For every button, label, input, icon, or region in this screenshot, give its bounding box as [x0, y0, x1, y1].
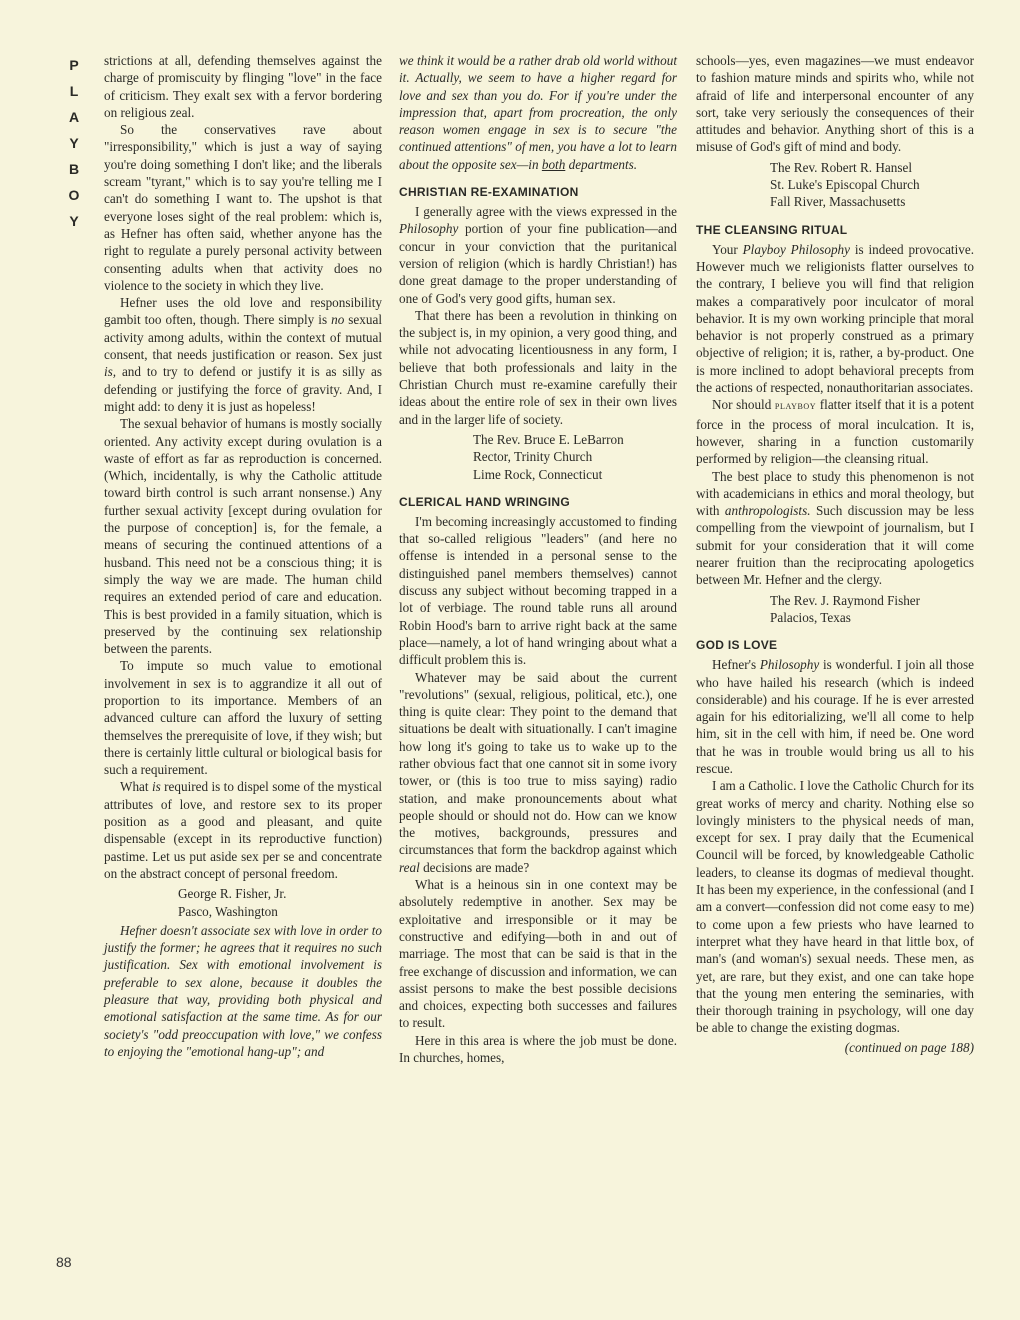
section-heading: CLERICAL HAND WRINGING: [399, 494, 571, 509]
signature-place: Lime Rock, Connecticut: [473, 466, 603, 482]
page-number: 88: [56, 1254, 72, 1270]
letter-paragraph: Whatever may be said about the current "revolutions" (sexual, religious, political, etc.), one thing is quite clear: They point to the demand that situations be dealt with situationally. I can't imagine how long it's going to take us to wake up to the rather obvious fact that one cannot sit in some ivory tower, or (this is too true to miss saying) radio station, and make pronouncements about what people should or should not do. How can we know the motives, backgrounds, pressures and circumstances that form the backdrop against which real decisions are made?: [399, 669, 677, 875]
letter-paragraph: What is required is to dispel some of the mystical attributes of love, and restore sex to its proper position as a good and pleasant, and quite dispensable (except in its reproductive function) pastime. Let us put aside sex per se and concentrate on the abstract concept of personal freedom.: [104, 779, 382, 881]
letter-signature: [399, 431, 677, 483]
column-2: [399, 52, 677, 1066]
letter-paragraph: The sexual behavior of humans is mostly socially oriented. Any activity except during ovulation is a waste of effort as far as reproduction is concerned. (Which, incidentally, is why the Catholic attitude toward birth control is such arrant nonsense.) Any further sexual activity [except during ovulation for the purpose of conception] is, for the female, a means of securing the continued attentions of a husband. This need not be a conscious thing; it is simply the way we are made. The human child requires an extended period of care and education. This is best provided in a family situation, which is preserved by the continuing sex relationship between the parents.: [104, 416, 382, 657]
signature-place: Fall River, Massachusetts: [770, 194, 906, 210]
letter-paragraph: strictions at all, defending themselves against the charge of promiscuity by flinging "love" in the face of criticism. They exalt sex with a fervor bordering on religious zeal.: [104, 53, 382, 120]
brand-letter: B: [68, 161, 80, 177]
signature-title: Rector, Trinity Church: [473, 449, 593, 465]
letter-paragraph: What is a heinous sin in one context may be absolutely redemptive in another. Sex may be exploitative and irresponsible or it may be constructive and edifying—both in and out of marriage. The most that can be said is that in the free exchange of discussion and information, we can assist persons to make the best possible decisions and choices, expecting both successes and failures to result.: [399, 877, 677, 1031]
letter-signature: [104, 885, 382, 920]
editorial-reply: we think it would be a rather drab old world without it. Actually, we seem to have a higher regard for love and sex than you do. For if you're under the impression that, apart from procreation, the only reason women engage in sex is to secure "the continued attentions" of men, you have a lot to learn about the opposite sex—in both departments.: [399, 53, 677, 172]
magazine-brand-vertical: [60, 52, 88, 234]
letter-paragraph: To impute so much value to emotional involvement in sex is to aggrandize it all out of proportion to its importance. Members of an advanced culture can afford the luxury of setting themselves the prerequisite of love, if they wish; but there is certainly little cultural or biological basis for such a requirement.: [104, 658, 382, 778]
letter-paragraph: That there has been a revolution in thinking on the subject is, in my opinion, a very good thing, and while not advocating licentiousness in any form, I believe that both professionals and laity in the Christian Church must re-examine carefully their ideas about the entire role of sex in their own lives and in the larger life of society.: [399, 307, 677, 427]
letter-paragraph: Hefner uses the old love and responsibility gambit too often, though. There simply is no sexual activity among adults, within the context of mutual consent, that needs justification or reason. Sex just is, and to try to defend or justify it is as silly as defending or justifying the force of gravity. And, I might add: to deny it is just as hopeless!: [104, 295, 382, 414]
letter-paragraph: Hefner's Philosophy is wonderful. I join all those who have hailed his research (which is indeed considerable) and his courage. If he is ever arrested again for his editorializing, we'll all come to help him, sit in the cell with him, if need be. One word that he was in trouble would bring us all to his rescue.: [696, 657, 974, 776]
continued-note: (continued on page 188): [844, 1039, 974, 1055]
letter-signature: [696, 592, 974, 627]
editorial-reply: Hefner doesn't associate sex with love in order to justify the former; he agrees that it requires no such justification. Sex with emotional involvement is preferable to sex alone, because it doubles the pleasure that way, providing both physical and emotional satisfaction at the same time. As for our society's "odd preoccupation with love," we confess to enjoying the "emotional hang-up"; and: [104, 922, 382, 1059]
signature-name: The Rev. J. Raymond Fisher: [770, 592, 921, 608]
brand-letter: A: [68, 109, 80, 125]
letter-paragraph: Nor should playboy flatter itself that it is a potent force in the process of moral inculcation. It is, however, sharing in a function customarily performed by religion—the cleansing ritual.: [696, 397, 974, 467]
letter-paragraph: The best place to study this phenomenon is not with academicians in ethics and moral theology, but with anthropologists. Such discussion may be less compelling from the viewpoint of journalism, but I submit for your consideration that it will come nearer fruition than the reciprocating apologetics between Mr. Hefner and the clergy.: [696, 468, 974, 588]
letter-paragraph: So the conservatives rave about "irresponsibility," which is just a way of saying you're doing something I don't like; and the liberals scream "tyrant," which is to say you're telling me I can't do something I want to. The upshot is that everyone loses sight of the real problem: which is, as Hefner has often said, whether anyone has the right to regulate a purely personal activity between consenting adults when that activity does no violence to the society in which they live.: [104, 122, 382, 293]
brand-letter: P: [69, 57, 79, 73]
letter-paragraph: schools—yes, even magazines—we must endeavor to fashion mature minds and spirits who, while not afraid of life and interpersonal encounter of any sort, take very seriously the consequences of their attitudes and behavior. Anything short of this is a misuse of God's gift of mind and body.: [696, 53, 974, 155]
signature-title: St. Luke's Episcopal Church: [770, 177, 920, 193]
section-heading: GOD IS LOVE: [696, 638, 778, 653]
brand-letter: Y: [69, 213, 79, 229]
brand-letter: L: [69, 83, 79, 99]
signature-place: Pasco, Washington: [178, 903, 278, 919]
letter-paragraph: I generally agree with the views expressed in the Philosophy portion of your fine publication—and concur in your conviction that the puritanical version of religion (which is hardly Christian!) has done great damage to the proper understanding of one of God's very good gifts, human sex.: [399, 204, 677, 306]
brand-letter: Y: [69, 135, 79, 151]
letter-paragraph: Here in this area is where the job must be done. In churches, homes,: [399, 1032, 677, 1066]
signature-name: The Rev. Bruce E. LeBarron: [473, 431, 624, 447]
signature-name: George R. Fisher, Jr.: [178, 886, 287, 902]
column-1: [104, 52, 382, 1060]
section-heading: CHRISTIAN RE-EXAMINATION: [399, 185, 579, 200]
signature-place: Palacios, Texas: [770, 609, 851, 625]
letter-signature: [696, 159, 974, 211]
brand-letter: O: [68, 187, 80, 203]
letter-paragraph: I'm becoming increasingly accustomed to finding that so-called religious "leaders" (and here no offense is intended in a personal sense to the distinguished panel members themselves) cannot discuss any subject without becoming trapped in a lot of verbiage. The round table runs all around Robin Hood's barn to arrive right back at the same place—namely, a lot of hand wringing about what a difficult problem this is.: [399, 513, 677, 668]
section-heading: THE CLEANSING RITUAL: [696, 222, 848, 237]
letter-paragraph: Your Playboy Philosophy is indeed provocative. However much we religionists flatter ourselves to the contrary, I believe you will find that religion makes a comparatively poor inculcator of moral behavior. It is my own working principle that moral behavior is not properly construed as a primary objective of religion; it is, rather, a by-product. One is more inclined to adopt behavioral precepts from the actions of respected, nonauthoritarian associates.: [696, 241, 975, 396]
signature-name: The Rev. Robert R. Hansel: [770, 159, 912, 175]
letter-paragraph: I am a Catholic. I love the Catholic Church for its great works of mercy and charity. Nothing else so lovingly ministers to the physical needs of man, except for sex. I pray daily that the Ecumenical Council will be forced, by knowledgeable Catholic leaders, to cleanse its dogmas of medieval thought. It has been my experience, in the confessional (and I am a convert—confession did not come easy to me) to come upon a few priests who have learned to interpret what they have heard in that little box, of man's (and woman's) sexual needs. These men, as yet, are rare, but they exist, and one can take hope that the young men entering the seminaries, with their thorough training in psychology, will one day be able to change the existing dogmas.: [696, 778, 974, 1036]
column-3: [696, 52, 974, 1056]
